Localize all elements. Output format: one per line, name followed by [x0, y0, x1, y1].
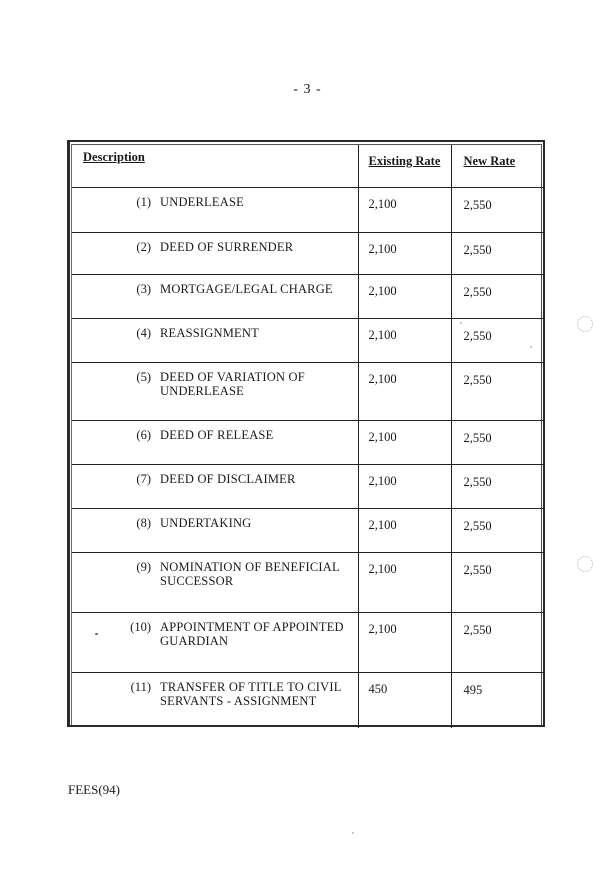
new-rate-cell [451, 464, 543, 508]
table-row [72, 672, 543, 728]
existing-rate-cell [358, 274, 451, 318]
existing-rate-cell [358, 420, 451, 464]
existing-rate-value: 2,100 [368, 196, 397, 211]
existing-rate-cell [358, 318, 451, 362]
new-rate-value: 2,550 [463, 622, 492, 637]
item-description: APPOINTMENT OF APPOINTED GUARDIAN [160, 619, 344, 648]
new-rate-value: 2,550 [463, 430, 492, 445]
new-rate-cell [451, 274, 543, 318]
item-description: DEED OF RELEASE [160, 427, 274, 442]
existing-rate-value: 2,100 [368, 621, 397, 636]
description-content [72, 465, 358, 487]
description-content [72, 673, 358, 708]
new-rate-value: 2,550 [463, 372, 492, 387]
existing-rate-value: 2,100 [368, 241, 397, 256]
item-description: DEED OF VARIATION OF UNDERLEASE [160, 369, 305, 398]
description-content [72, 509, 358, 531]
description-cell [72, 187, 358, 232]
existing-rate-cell [358, 464, 451, 508]
new-rate-cell [451, 612, 543, 672]
existing-rate-value: 2,100 [368, 473, 397, 488]
scan-artifact [577, 556, 593, 572]
existing-rate-cell [358, 362, 451, 420]
new-rate-value: 495 [463, 682, 483, 697]
item-number: (6) [136, 427, 151, 442]
description-cell [72, 508, 358, 552]
item-description: DEED OF DISCLAIMER [160, 471, 296, 486]
existing-rate-cell [358, 552, 451, 612]
new-rate-value: 2,550 [463, 197, 492, 212]
item-description: REASSIGNMENT [160, 325, 259, 340]
new-rate-value: 2,550 [463, 328, 492, 343]
new-rate-value: 2,550 [463, 242, 492, 257]
table-row [72, 187, 543, 232]
description-content [72, 553, 358, 588]
scan-speck [530, 346, 532, 348]
item-description: NOMINATION OF BENEFICIAL SUCCESSOR [160, 559, 340, 588]
new-rate-cell [451, 362, 543, 420]
page-number: - 3 - [293, 82, 322, 97]
header-existing-rate [358, 145, 451, 187]
item-number: (1) [136, 194, 151, 209]
description-cell [72, 552, 358, 612]
existing-rate-cell [358, 187, 451, 232]
fees-table-frame [67, 140, 545, 727]
table-row [72, 508, 543, 552]
existing-rate-value: 2,100 [368, 429, 397, 444]
item-number: (7) [136, 471, 151, 486]
new-rate-cell [451, 508, 543, 552]
header-description [72, 145, 358, 187]
table-header-row [72, 145, 543, 187]
fees-table [72, 145, 543, 728]
item-description: UNDERLEASE [160, 194, 244, 209]
item-description: DEED OF SURRENDER [160, 239, 294, 254]
existing-rate-cell [358, 232, 451, 274]
description-content [72, 613, 358, 648]
table-row [72, 362, 543, 420]
new-rate-value: 2,550 [463, 562, 492, 577]
new-rate-value: 2,550 [463, 284, 492, 299]
item-number: (3) [136, 281, 151, 296]
item-number: (11) [130, 679, 151, 694]
item-description: TRANSFER OF TITLE TO CIVIL SERVANTS - ASSIGNMENT [160, 679, 342, 708]
description-cell [72, 464, 358, 508]
new-rate-value: 2,550 [463, 474, 492, 489]
table-row [72, 232, 543, 274]
new-rate-cell [451, 187, 543, 232]
description-cell [72, 274, 358, 318]
description-cell [72, 362, 358, 420]
item-description: MORTGAGE/LEGAL CHARGE [160, 281, 333, 296]
description-cell [72, 232, 358, 274]
description-content [72, 363, 358, 398]
existing-rate-value: 2,100 [368, 371, 397, 386]
new-rate-cell [451, 552, 543, 612]
header-new-rate-label: New Rate [463, 154, 516, 168]
table-row [72, 612, 543, 672]
table-row [72, 464, 543, 508]
description-content [72, 188, 358, 210]
description-cell [72, 672, 358, 728]
description-content [72, 421, 358, 443]
table-row [72, 552, 543, 612]
existing-rate-value: 2,100 [368, 517, 397, 532]
item-description: UNDERTAKING [160, 515, 252, 530]
item-number: (2) [136, 239, 151, 254]
header-description-label: Description [83, 150, 145, 164]
item-number: (5) [136, 369, 151, 384]
description-content [72, 233, 358, 255]
description-content [72, 319, 358, 341]
existing-rate-value: 2,100 [368, 327, 397, 342]
scan-speck [460, 322, 462, 324]
header-new-rate [451, 145, 543, 187]
scan-artifact [577, 316, 593, 332]
new-rate-cell [451, 420, 543, 464]
existing-rate-value: 450 [368, 681, 388, 696]
scan-speck [352, 832, 354, 834]
table-row [72, 420, 543, 464]
scan-speck [95, 633, 98, 635]
existing-rate-cell [358, 508, 451, 552]
existing-rate-value: 2,100 [368, 561, 397, 576]
description-cell [72, 612, 358, 672]
new-rate-cell [451, 318, 543, 362]
existing-rate-cell [358, 672, 451, 728]
new-rate-cell [451, 672, 543, 728]
item-number: (8) [136, 515, 151, 530]
item-number: (10) [130, 619, 151, 634]
new-rate-value: 2,550 [463, 518, 492, 533]
description-cell [72, 420, 358, 464]
existing-rate-value: 2,100 [368, 283, 397, 298]
description-cell [72, 318, 358, 362]
new-rate-cell [451, 232, 543, 274]
table-row [72, 274, 543, 318]
description-content [72, 275, 358, 297]
item-number: (9) [136, 559, 151, 574]
footer-document-code: FEES(94) [68, 782, 120, 797]
existing-rate-cell [358, 612, 451, 672]
header-existing-rate-label: Existing Rate [368, 154, 441, 168]
table-body [72, 187, 543, 728]
table-row [72, 318, 543, 362]
item-number: (4) [136, 325, 151, 340]
